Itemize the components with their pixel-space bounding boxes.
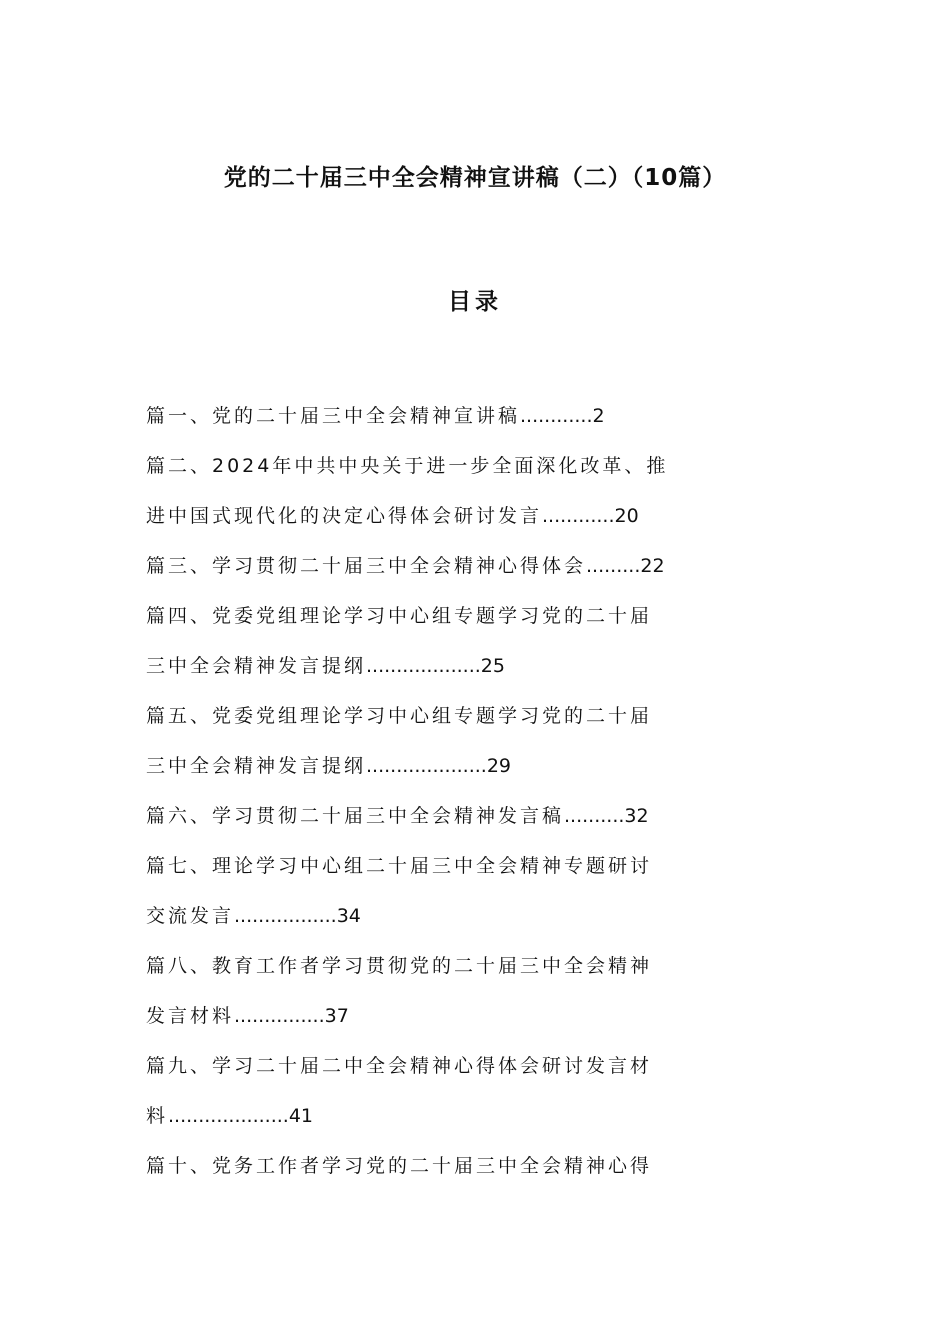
toc-entry-text: 三中全会精神发言提纲 (146, 755, 367, 777)
toc-entry (146, 796, 686, 846)
toc-entry-line (146, 646, 686, 696)
toc-entry-line (146, 746, 686, 796)
toc-entry-text: 篇六、学习贯彻二十届三中全会精神发言稿 (146, 805, 565, 827)
toc-entry-text: 篇八、教育工作者学习贯彻党的二十届三中全会精神 (146, 955, 653, 977)
toc-leader-dots: .................... (366, 755, 487, 777)
toc-entry-line (146, 1046, 686, 1096)
toc-page-number: 22 (640, 555, 665, 577)
toc-entry-line (146, 1096, 686, 1146)
toc-page-number: 32 (624, 805, 649, 827)
toc-leader-dots: .......... (564, 805, 625, 827)
toc-leader-dots: ................. (234, 905, 337, 927)
toc-entry (146, 946, 686, 1046)
toc-entry (146, 596, 686, 696)
toc-page-number: 25 (480, 655, 505, 677)
table-of-contents (146, 396, 686, 1196)
toc-entry-line (146, 896, 686, 946)
toc-entry-line (146, 596, 686, 646)
toc-entry-line (146, 446, 686, 496)
toc-page-number: 37 (324, 1005, 349, 1027)
document-title: 党的二十届三中全会精神宣讲稿（二）（10篇） (223, 165, 727, 191)
toc-entry-line (146, 496, 686, 546)
toc-entry-text: 料 (146, 1105, 169, 1127)
toc-entry-text: 篇七、理论学习中心组二十届三中全会精神专题研讨 (146, 855, 653, 877)
toc-entry-line (146, 796, 686, 846)
toc-entry-line (146, 846, 686, 896)
toc-page-number: 34 (336, 905, 361, 927)
toc-entry (146, 546, 686, 596)
toc-heading: 目录 (448, 289, 502, 315)
toc-entry (146, 696, 686, 796)
toc-entry-text: 篇一、党的二十届三中全会精神宣讲稿 (146, 405, 521, 427)
toc-entry-text: 三中全会精神发言提纲 (146, 655, 367, 677)
toc-entry (146, 396, 686, 446)
toc-entry-text: 篇二、2024年中共中央关于进一步全面深化改革、推 (146, 455, 669, 477)
toc-entry-text: 篇三、学习贯彻二十届三中全会精神心得体会 (146, 555, 587, 577)
toc-entry-text: 发言材料 (146, 1005, 235, 1027)
toc-entry (146, 846, 686, 946)
toc-entry-text: 交流发言 (146, 905, 235, 927)
toc-page-number: 2 (592, 405, 605, 427)
toc-entry-line (146, 696, 686, 746)
toc-entry-text: 篇十、党务工作者学习党的二十届三中全会精神心得 (146, 1155, 653, 1177)
toc-entry-text: 篇五、党委党组理论学习中心组专题学习党的二十届 (146, 705, 653, 727)
toc-page-number: 29 (486, 755, 511, 777)
toc-page-number: 20 (614, 505, 639, 527)
toc-entry-line (146, 946, 686, 996)
toc-leader-dots: ................... (366, 655, 481, 677)
toc-entry-text: 进中国式现代化的决定心得体会研讨发言 (146, 505, 543, 527)
toc-leader-dots: ............ (520, 405, 593, 427)
toc-leader-dots: ............... (234, 1005, 325, 1027)
toc-entry-text: 篇四、党委党组理论学习中心组专题学习党的二十届 (146, 605, 653, 627)
toc-leader-dots: .................... (168, 1105, 289, 1127)
toc-entry-line (146, 396, 686, 446)
toc-entry-text: 篇九、学习二十届二中全会精神心得体会研讨发言材 (146, 1055, 653, 1077)
toc-entry-line (146, 1146, 686, 1196)
toc-entry-line (146, 996, 686, 1046)
toc-entry (146, 446, 686, 546)
toc-leader-dots: ............ (542, 505, 615, 527)
toc-entry-line (146, 546, 686, 596)
toc-page-number: 41 (288, 1105, 313, 1127)
toc-entry (146, 1146, 686, 1196)
toc-leader-dots: ......... (586, 555, 641, 577)
toc-entry (146, 1046, 686, 1146)
